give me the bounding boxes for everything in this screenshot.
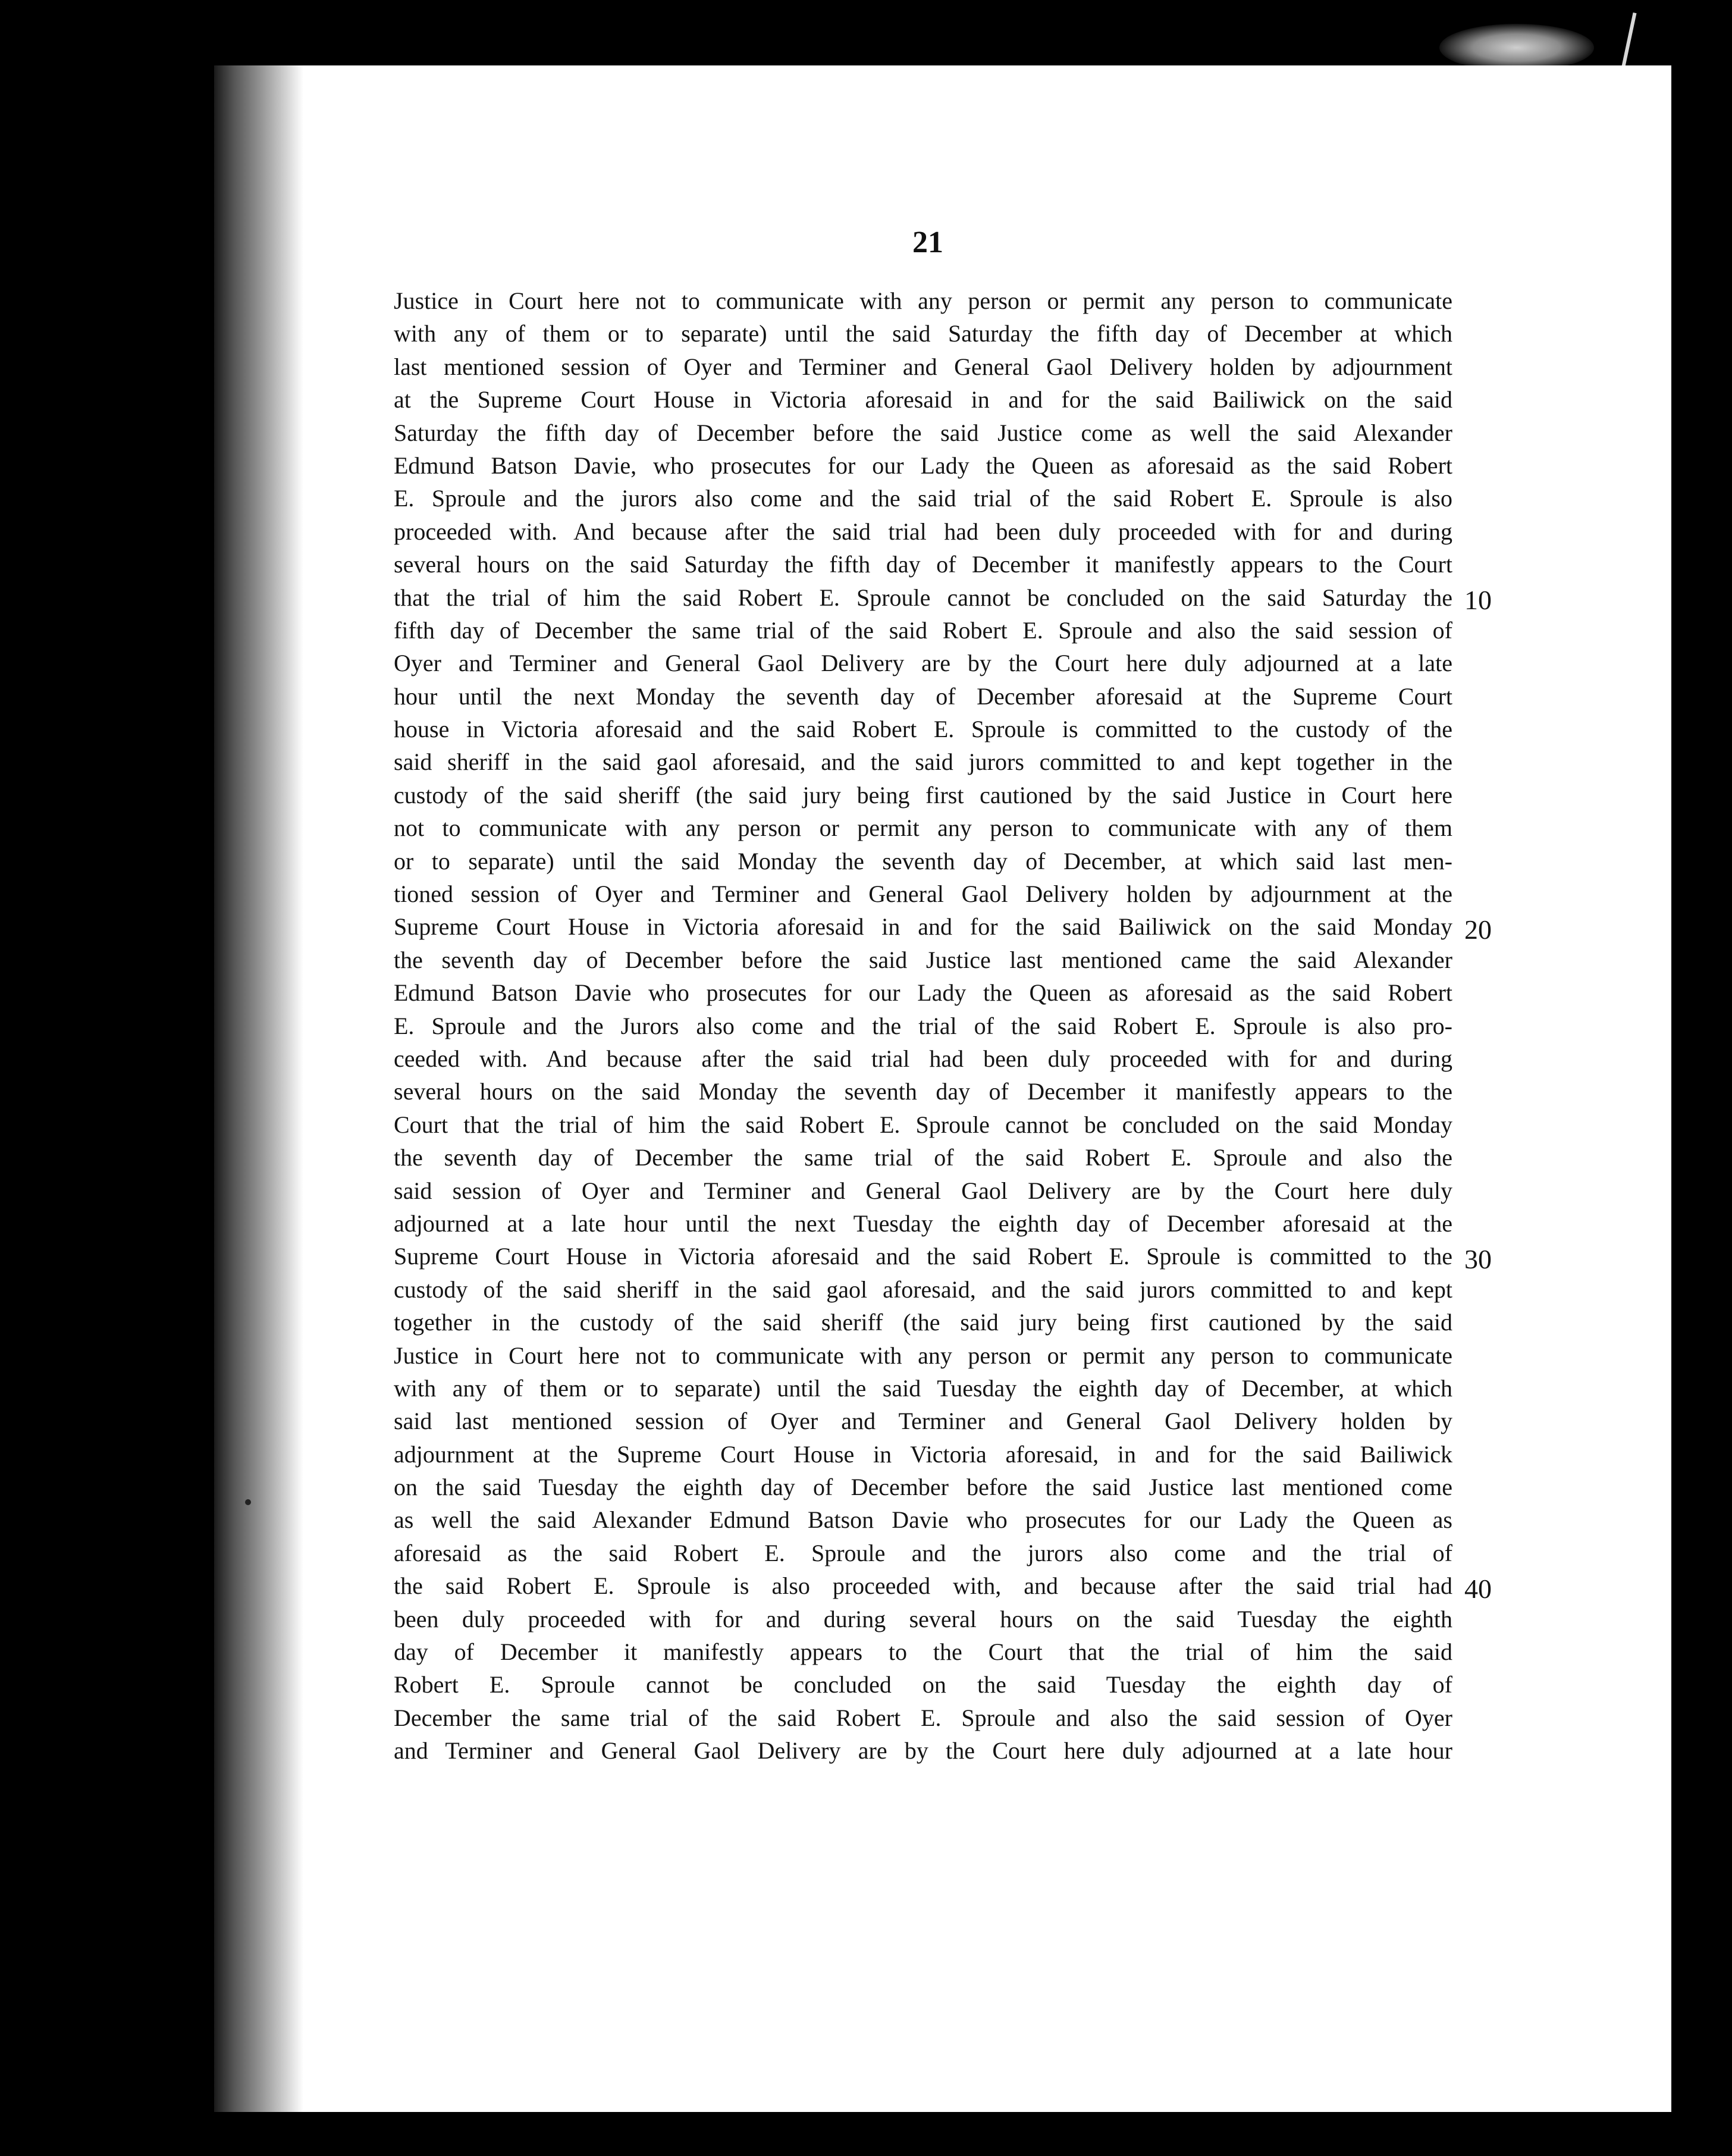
margin-line-number: 10 bbox=[1464, 584, 1492, 615]
text-line: tioned session of Oyer and Terminer and General Gaol Delivery holden by adjournment at the bbox=[394, 880, 1452, 908]
text-line: house in Victoria aforesaid and the said Robert E. Sproule is committed to the custody of the bbox=[394, 716, 1452, 743]
text-line: proceeded with. And because after the said trial had been duly proceeded with for and during bbox=[394, 518, 1452, 545]
text-line: last mentioned session of Oyer and Terminer and General Gaol Delivery holden by adjournment bbox=[394, 353, 1452, 380]
text-line: custody of the said sheriff (the said jury being first cautioned by the said Justice in Court here bbox=[394, 781, 1452, 808]
page-number: 21 bbox=[912, 225, 943, 259]
text-line: adjourned at a late hour until the next Tuesday the eighth day of December aforesaid at the bbox=[394, 1209, 1452, 1237]
text-line: with any of them or to separate) until the said Tuesday the eighth day of December, at which bbox=[394, 1374, 1452, 1402]
margin-line-number: 40 bbox=[1464, 1573, 1492, 1604]
text-line: Edmund Batson Davie, who prosecutes for our Lady the Queen as aforesaid as the said Robert bbox=[394, 452, 1452, 479]
body-text bbox=[394, 284, 1452, 1768]
text-line: together in the custody of the said sheriff (the said jury being first cautioned by the said bbox=[394, 1309, 1452, 1336]
text-line: with any of them or to separate) until the said Saturday the fifth day of December at which bbox=[394, 320, 1452, 347]
text-line: adjournment at the Supreme Court House in Victoria aforesaid, in and for the said Bailiwick bbox=[394, 1440, 1452, 1468]
text-line: several hours on the said Saturday the fifth day of December it manifestly appears to the Court bbox=[394, 551, 1452, 578]
text-line: December the same trial of the said Robert E. Sproule and also the said session of Oyer bbox=[394, 1704, 1452, 1731]
text-line: Supreme Court House in Victoria aforesaid in and for the said Bailiwick on the said Monday bbox=[394, 913, 1452, 941]
text-line: hour until the next Monday the seventh day of December aforesaid at the Supreme Court bbox=[394, 682, 1452, 710]
margin-speck bbox=[245, 1499, 251, 1505]
text-line: not to communicate with any person or permit any person to communicate with any of them bbox=[394, 814, 1452, 842]
margin-line-number: 30 bbox=[1464, 1243, 1492, 1274]
text-line: said session of Oyer and Terminer and General Gaol Delivery are by the Court here duly bbox=[394, 1177, 1452, 1204]
text-line: Saturday the fifth day of December before the said Justice come as well the said Alexander bbox=[394, 419, 1452, 446]
text-line: several hours on the said Monday the seventh day of December it manifestly appears to the bbox=[394, 1078, 1452, 1105]
text-line: said sheriff in the said gaol aforesaid, and the said jurors committed to and kept together in the bbox=[394, 748, 1452, 776]
text-line: the seventh day of December the same trial of the said Robert E. Sproule and also the bbox=[394, 1144, 1452, 1171]
margin-line-number: 20 bbox=[1464, 914, 1492, 945]
text-line: the seventh day of December before the said Justice last mentioned came the said Alexander bbox=[394, 946, 1452, 973]
text-line: aforesaid as the said Robert E. Sproule and the jurors also come and the trial of bbox=[394, 1539, 1452, 1566]
text-line: the said Robert E. Sproule is also proceeded with, and because after the said trial had bbox=[394, 1572, 1452, 1600]
text-line: Court that the trial of him the said Robert E. Sproule cannot be concluded on the said Monday bbox=[394, 1111, 1452, 1138]
text-line: on the said Tuesday the eighth day of December before the said Justice last mentioned come bbox=[394, 1474, 1452, 1501]
text-line: Justice in Court here not to communicate with any person or permit any person to communicate bbox=[394, 1342, 1452, 1369]
text-line: E. Sproule and the jurors also come and the said trial of the said Robert E. Sproule is also bbox=[394, 485, 1452, 512]
text-line: ceeded with. And because after the said trial had been duly proceeded with for and during bbox=[394, 1045, 1452, 1072]
text-line: Justice in Court here not to communicate with any person or permit any person to communicate bbox=[394, 287, 1452, 314]
text-line: fifth day of December the same trial of the said Robert E. Sproule and also the said session of bbox=[394, 616, 1452, 644]
text-line: as well the said Alexander Edmund Batson Davie who prosecutes for our Lady the Queen as bbox=[394, 1506, 1452, 1534]
text-line: day of December it manifestly appears to the Court that the trial of him the said bbox=[394, 1638, 1452, 1666]
text-line: E. Sproule and the Jurors also come and the trial of the said Robert E. Sproule is also pro- bbox=[394, 1012, 1452, 1039]
scan-glare-artifact bbox=[1439, 24, 1594, 71]
text-line: Oyer and Terminer and General Gaol Delivery are by the Court here duly adjourned at a late bbox=[394, 650, 1452, 677]
text-line: custody of the said sheriff in the said gaol aforesaid, and the said jurors committed to and kept bbox=[394, 1276, 1452, 1303]
page-gutter-shadow bbox=[214, 65, 303, 2112]
text-line: or to separate) until the said Monday the seventh day of December, at which said last men- bbox=[394, 847, 1452, 875]
text-line: at the Supreme Court House in Victoria aforesaid in and for the said Bailiwick on the said bbox=[394, 386, 1452, 413]
text-line: been duly proceeded with for and during several hours on the said Tuesday the eighth bbox=[394, 1605, 1452, 1632]
text-line: and Terminer and General Gaol Delivery are by the Court here duly adjourned at a late hour bbox=[394, 1737, 1452, 1765]
text-line: that the trial of him the said Robert E. Sproule cannot be concluded on the said Saturday the bbox=[394, 584, 1452, 611]
text-line: Robert E. Sproule cannot be concluded on the said Tuesday the eighth day of bbox=[394, 1671, 1452, 1699]
text-line: Edmund Batson Davie who prosecutes for our Lady the Queen as aforesaid as the said Robert bbox=[394, 979, 1452, 1007]
text-line: said last mentioned session of Oyer and Terminer and General Gaol Delivery holden by bbox=[394, 1408, 1452, 1435]
text-line: Supreme Court House in Victoria aforesaid and the said Robert E. Sproule is committed to the bbox=[394, 1243, 1452, 1270]
